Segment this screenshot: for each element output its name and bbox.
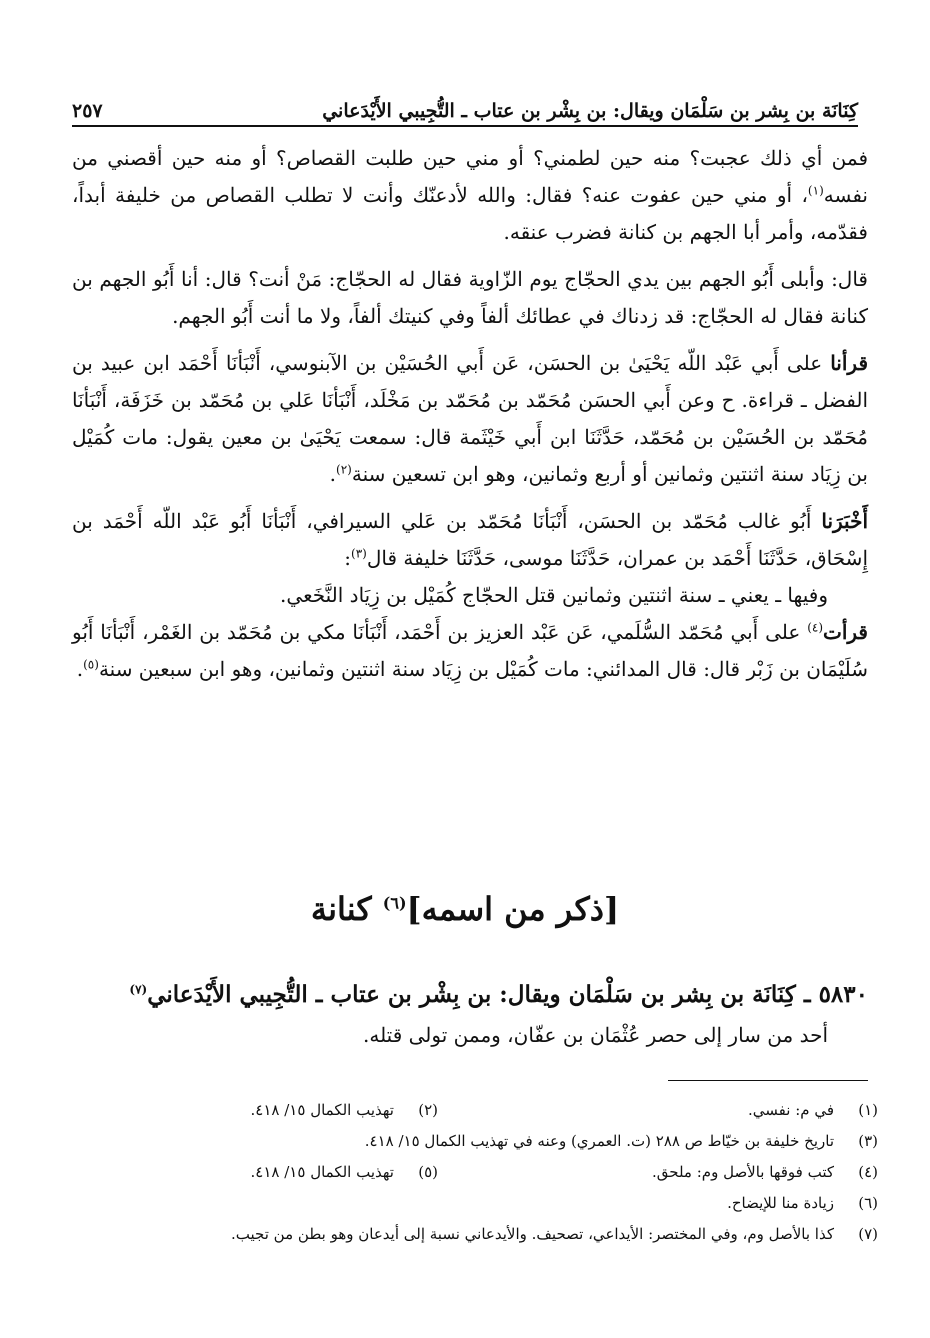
paragraph-5 [72, 614, 868, 688]
footnote [231, 1219, 878, 1250]
footnote-number: (٣) [858, 1132, 878, 1150]
footnote-text: زيادة منا للإيضاح. [727, 1194, 834, 1212]
paragraph-tail: : [344, 546, 352, 570]
header-rule [72, 125, 858, 127]
paragraph-text: على أَبي مُحَمّد السُّلَمي، عَن عَبْد العزيز بن أَحْمَد، أَنْبَأنَا مكي بن مُحَمّد بن الغَمْر، أَنْبَأنَا أَبُو سُلَيْمَان بن زَبْر قال: قال المدائني: مات كُمَيْل بن زِيَاد سنة اثنتين وثمانين، وهو ابن سبعين سنة [72, 620, 868, 681]
running-header [72, 78, 858, 122]
footnote-text: تاريخ خليفة بن خيّاط ص ٢٨٨ (ت. العمري) وعنه في تهذيب الكمال ١٥/ ٤١٨. [364, 1132, 834, 1150]
footnote-ref: (٥) [83, 657, 99, 672]
paragraph-3 [72, 345, 868, 493]
page-number: ٢٥٧ [72, 100, 103, 122]
footnote-ref: (٧) [129, 982, 148, 997]
footnote-ref: (٢) [336, 462, 352, 477]
footnote-text: في م: نفسي. [748, 1101, 834, 1119]
paragraph-4 [72, 503, 868, 577]
footnote-ref: (١) [807, 183, 824, 198]
paragraph-text: أَبُو غالب مُحَمّد بن الحسَن، أَنْبَأنَا مُحَمّد بن عَلي السيرافي، أَنْبَأنَا أَبُو عَبْد اللّه أَحْمَد بن إِسْحَاق، حَدَّثَنَا أَحْمَد بن عمران، حَدَّثَنَا موسى، حَدَّثَنَا خليفة قال [72, 509, 868, 570]
footnote-row [72, 1126, 878, 1157]
paragraph-1 [72, 140, 868, 251]
indented-line: وفيها ـ يعني ـ سنة اثنتين وثمانين قتل الحجّاج كُمَيْل بن زِيَاد النَّخَعي. [280, 583, 828, 607]
footnote-number: (٦) [858, 1194, 878, 1212]
footnote-row [72, 1157, 878, 1188]
running-title: كِنَانَة بن بِشر بن سَلْمَان ويقال: بن بِشْر بن عتاب ـ التُّجِيبي الأَيْدَعاني [322, 100, 858, 122]
entry-heading-text: ٥٨٣٠ ـ كِنَانَة بن بِشر بن سَلْمَان ويقال: بن بِشْر بن عتاب ـ التُّجِيبي الأَيْدَعاني [147, 981, 868, 1008]
footnote [438, 1157, 878, 1188]
footnote-number: (٧) [858, 1225, 878, 1243]
footnote-text: تهذيب الكمال ١٥/ ٤١٨. [250, 1163, 394, 1181]
paragraph-tail: . [329, 462, 337, 486]
footnote-text: تهذيب الكمال ١٥/ ٤١٨. [250, 1101, 394, 1119]
biography-entry [72, 975, 868, 1055]
paragraph-tail: . [76, 657, 84, 681]
footnote-row [72, 1219, 878, 1250]
entry-text: أحد من سار إلى حصر عُثْمَان بن عفّان، وممن تولى قتله. [362, 1023, 828, 1047]
paragraph-lead: أَخْبَرَنا [821, 509, 868, 533]
footnote-row [72, 1188, 878, 1219]
footnote-ref: (٦) [382, 893, 407, 913]
footnote-number: (١) [858, 1101, 878, 1119]
footnotes [72, 1095, 878, 1250]
entry-heading [72, 975, 868, 1015]
section-heading-text: [ذكر من اسمه] [406, 890, 620, 928]
footnote-text: كذا بالأصل وم، وفي المختصر: الأيداعي، تصحيف. والأيدعاني نسبة إلى أيدعان وهو بطن من تجيب. [231, 1225, 834, 1243]
footnote-ref: (٤) [807, 620, 824, 635]
footnote-number: (٢) [418, 1101, 438, 1119]
footnote-number: (٤) [858, 1163, 878, 1181]
footnote-rule [668, 1080, 868, 1081]
paragraph-tail: ، أو مني حين عفوت عنه؟ فقال: والله لأدعنّك وأنت لا تطلب القصاص من خليفة أبداً، فقدّمه، وأمر أبا الجهم بن كنانة فضرب عنقه. [72, 183, 868, 244]
footnote [251, 1095, 438, 1126]
main-text [72, 140, 868, 698]
footnote-row [72, 1095, 878, 1126]
footnote [727, 1188, 878, 1219]
footnote-number: (٥) [418, 1163, 438, 1181]
paragraph-lead: قرأت [823, 620, 868, 644]
paragraph-2 [72, 261, 868, 335]
section-heading-name: كنانة [310, 890, 383, 928]
footnote-ref: (٣) [351, 546, 367, 561]
footnote [438, 1095, 878, 1126]
paragraph-lead: قرأنا [830, 351, 868, 375]
paragraph-text: على أَبي عَبْد اللّه يَحْيَىٰ بن الحسَن، عَن أَبي الحُسَيْن بن الآبنوسي، أَنْبَأنَا أَحْمَد ابن عبيد بن الفضل ـ قراءة. ح وعن أَبي الحسَن مُحَمّد بن مُحَمّد بن مَخْلَد، أَنْبَأنَا عَلي بن مُحَمّد بن خَزَفَة، أَنْبَأنَا مُحَمّد بن الحُسَيْن بن مُحَمّد، حَدَّثَنَا ابن أَبي خَيْثَمة قال: سمعت يَحْيَىٰ بن معين يقول: مات كُمَيْل بن زِيَاد سنة اثنتين وثمانين أو أربع وثمانين، وهو ابن تسعين سنة [72, 351, 869, 486]
paragraph-text: قال: وأبلى أَبُو الجهم بين يدي الحجّاج يوم الزّاوية فقال له الحجّاج: مَنْ أنت؟ قال: أنا أَبُو الجهم بن كنانة فقال له الحجّاج: قد زدناك في عطائك ألفاً وفي كنيتك ألفاً، ولا ما أنت أَبُو الجهم. [72, 267, 868, 328]
paragraph-text: فمن أي ذلك عجبت؟ منه حين لطمني؟ أو مني حين طلبت القصاص؟ أو منه حين أقصني من نفسه [72, 146, 868, 207]
footnote [251, 1157, 438, 1188]
footnote [365, 1126, 878, 1157]
section-heading [0, 890, 930, 928]
footnote-text: كتب فوقها بالأصل وم: ملحق. [652, 1163, 834, 1181]
